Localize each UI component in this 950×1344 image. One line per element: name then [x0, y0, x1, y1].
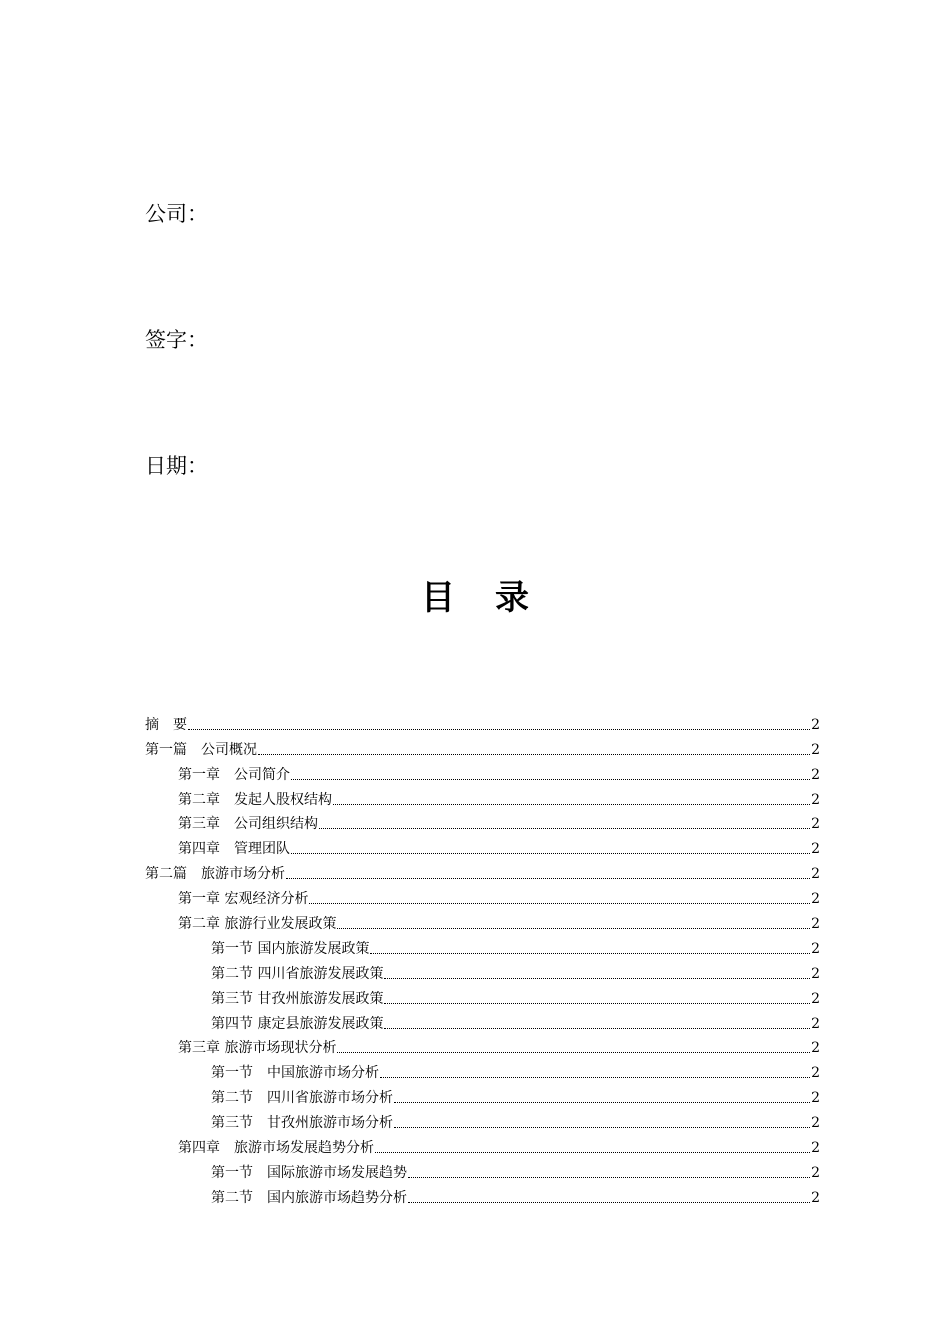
toc-entry-page-number: 2 — [811, 841, 820, 858]
toc-dot-leader — [384, 977, 810, 979]
toc-entry-page-number: 2 — [811, 1189, 820, 1206]
toc-entry-label: 第三节 甘孜州旅游市场分析 — [211, 1115, 393, 1132]
toc-dot-leader — [408, 1176, 810, 1178]
toc-dot-leader — [319, 827, 810, 829]
toc-dot-leader — [291, 778, 810, 780]
toc-entry[interactable] — [145, 1183, 820, 1208]
toc-entry-page-number: 2 — [811, 1164, 820, 1181]
toc-entry-page-number: 2 — [811, 716, 820, 733]
toc-dot-leader — [394, 1126, 810, 1128]
toc-entry[interactable] — [145, 760, 820, 785]
toc-entry-label: 第三节 甘孜州旅游发展政策 — [211, 990, 384, 1007]
toc-entry-page-number: 2 — [811, 866, 820, 883]
toc-entry-label: 第一章 公司简介 — [178, 766, 290, 783]
toc-entry[interactable] — [145, 1034, 820, 1059]
toc-entry-page-number: 2 — [811, 741, 820, 758]
company-field-label: 公司： — [145, 202, 208, 226]
toc-entry[interactable] — [145, 959, 820, 984]
toc-entry-label: 第一节 国内旅游发展政策 — [211, 940, 370, 957]
toc-entry-label: 第二章 发起人股权结构 — [178, 791, 332, 808]
toc-dot-leader — [408, 1201, 810, 1203]
toc-entry[interactable] — [145, 1108, 820, 1133]
toc-entry-label: 第二节 四川省旅游市场分析 — [211, 1090, 393, 1107]
toc-entry-label: 第一节 中国旅游市场分析 — [211, 1065, 379, 1082]
toc-dot-leader — [309, 902, 810, 904]
toc-entry[interactable] — [145, 934, 820, 959]
table-of-contents — [145, 710, 820, 1208]
toc-entry[interactable] — [145, 810, 820, 835]
toc-dot-leader — [337, 1051, 810, 1053]
toc-entry[interactable] — [145, 1009, 820, 1034]
toc-dot-leader — [384, 1027, 810, 1029]
toc-dot-leader — [384, 1002, 810, 1004]
toc-entry-label: 摘 要 — [145, 716, 187, 733]
toc-dot-leader — [286, 877, 810, 879]
toc-title: 目录 — [421, 578, 569, 618]
toc-dot-leader — [375, 1151, 810, 1153]
toc-entry-label: 第四章 旅游市场发展趋势分析 — [178, 1140, 374, 1157]
toc-entry[interactable] — [145, 834, 820, 859]
toc-entry[interactable] — [145, 710, 820, 735]
toc-entry-page-number: 2 — [811, 916, 820, 933]
toc-entry-label: 第三章 旅游市场现状分析 — [178, 1040, 337, 1057]
toc-entry[interactable] — [145, 1083, 820, 1108]
toc-entry-page-number: 2 — [811, 1065, 820, 1082]
toc-entry-label: 第一篇 公司概况 — [145, 741, 257, 758]
toc-dot-leader — [291, 852, 810, 854]
toc-entry-label: 第二节 国内旅游市场趋势分析 — [211, 1189, 407, 1206]
toc-entry[interactable] — [145, 984, 820, 1009]
toc-entry[interactable] — [145, 1133, 820, 1158]
toc-entry-label: 第三章 公司组织结构 — [178, 816, 318, 833]
toc-entry[interactable] — [145, 785, 820, 810]
toc-entry-label: 第二篇 旅游市场分析 — [145, 866, 285, 883]
toc-entry[interactable] — [145, 735, 820, 760]
toc-entry-page-number: 2 — [811, 1040, 820, 1057]
toc-entry-page-number: 2 — [811, 1015, 820, 1032]
toc-entry[interactable] — [145, 1058, 820, 1083]
toc-entry-page-number: 2 — [811, 816, 820, 833]
toc-entry-page-number: 2 — [811, 766, 820, 783]
toc-entry-label: 第二节 四川省旅游发展政策 — [211, 965, 384, 982]
toc-entry-page-number: 2 — [811, 990, 820, 1007]
toc-entry-label: 第四节 康定县旅游发展政策 — [211, 1015, 384, 1032]
toc-entry-label: 第一章 宏观经济分析 — [178, 891, 309, 908]
toc-dot-leader — [337, 927, 810, 929]
toc-entry-page-number: 2 — [811, 965, 820, 982]
toc-entry[interactable] — [145, 859, 820, 884]
toc-dot-leader — [394, 1101, 810, 1103]
toc-dot-leader — [370, 952, 810, 954]
toc-entry-label: 第二章 旅游行业发展政策 — [178, 916, 337, 933]
toc-entry-page-number: 2 — [811, 791, 820, 808]
toc-entry[interactable] — [145, 1158, 820, 1183]
toc-entry-page-number: 2 — [811, 1115, 820, 1132]
toc-entry-page-number: 2 — [811, 1140, 820, 1157]
toc-entry-page-number: 2 — [811, 1090, 820, 1107]
toc-dot-leader — [188, 728, 810, 730]
toc-entry[interactable] — [145, 884, 820, 909]
date-field-label: 日期： — [145, 454, 208, 478]
toc-entry-page-number: 2 — [811, 891, 820, 908]
toc-dot-leader — [380, 1076, 810, 1078]
toc-entry[interactable] — [145, 909, 820, 934]
toc-entry-label: 第四章 管理团队 — [178, 841, 290, 858]
toc-dot-leader — [258, 753, 810, 755]
toc-entry-label: 第一节 国际旅游市场发展趋势 — [211, 1164, 407, 1181]
toc-entry-page-number: 2 — [811, 940, 820, 957]
signature-field-label: 签字： — [145, 328, 208, 352]
toc-dot-leader — [333, 803, 810, 805]
